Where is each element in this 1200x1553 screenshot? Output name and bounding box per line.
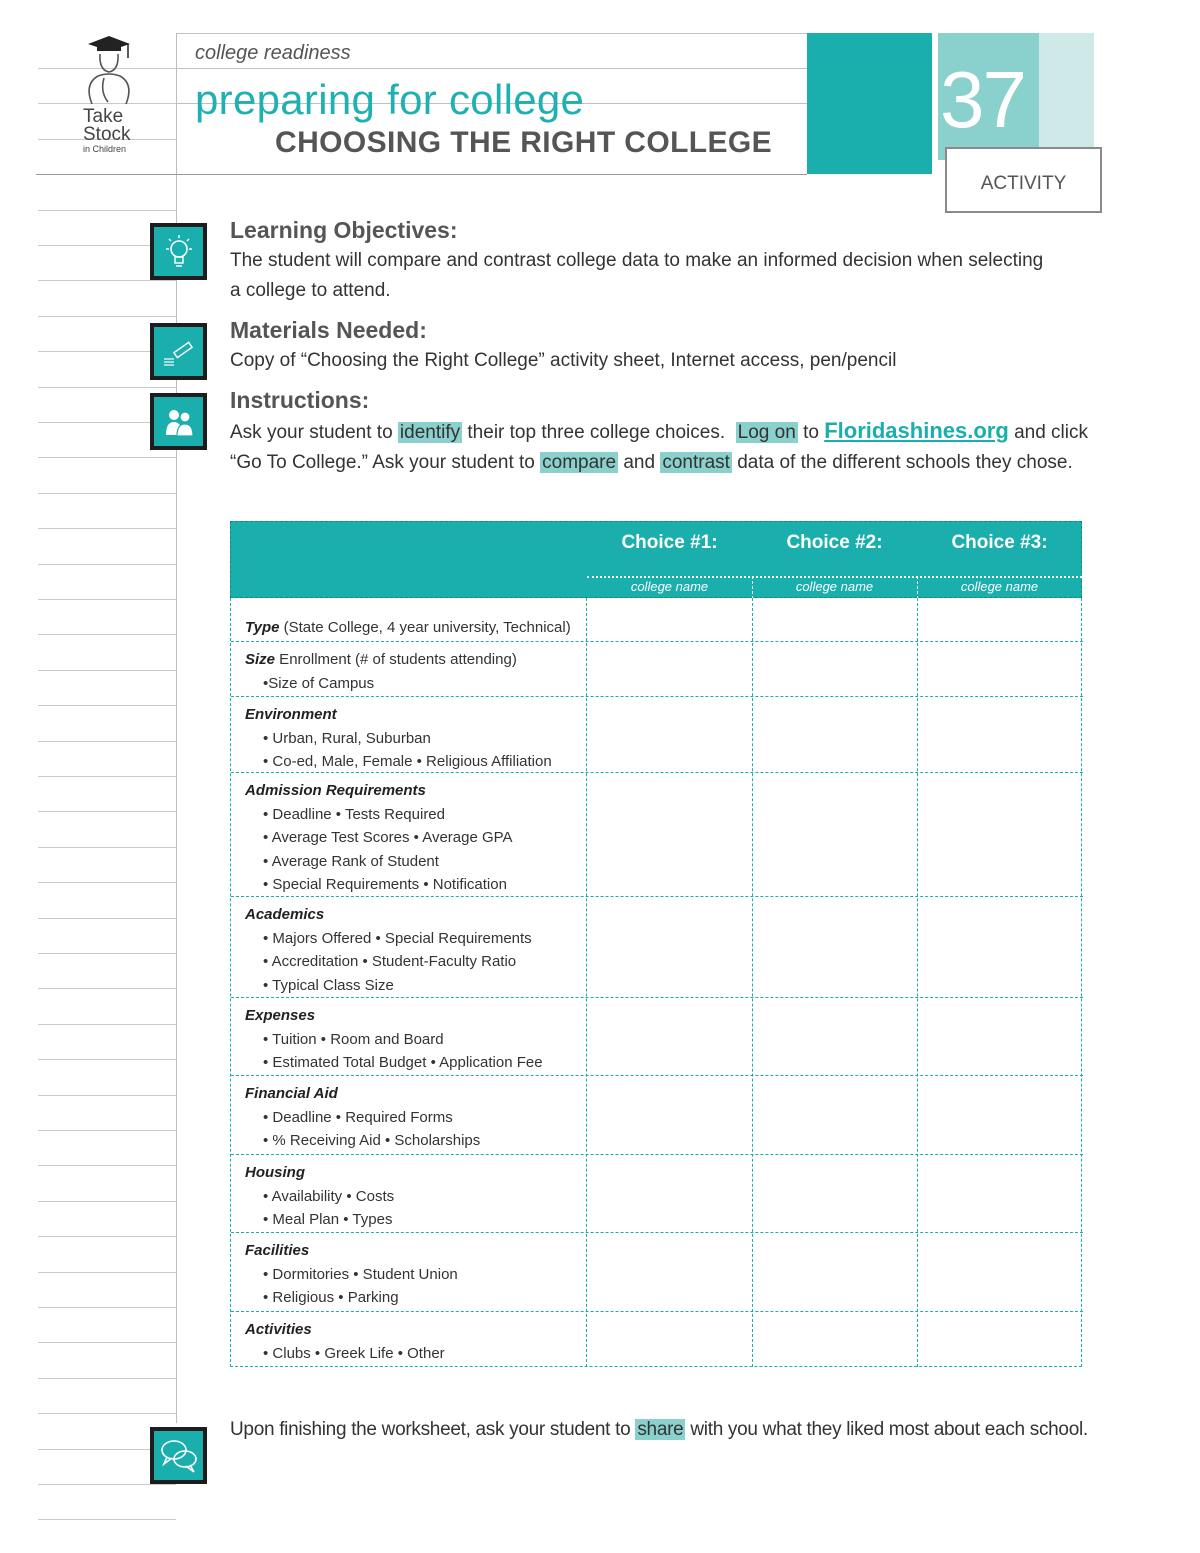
closing-part: Upon finishing the worksheet, ask your student to (230, 1419, 636, 1440)
header-accent-block (807, 33, 932, 174)
choice-3-answer-cell[interactable] (918, 1155, 1082, 1233)
choice-2-answer-cell[interactable] (753, 998, 917, 1076)
row-bullet: • Typical Class Size (263, 976, 394, 994)
row-title: Admission Requirements (245, 782, 426, 799)
choice-2-answer-cell[interactable] (753, 1076, 917, 1155)
logo-line: Take (83, 106, 124, 127)
table-row (231, 697, 1083, 773)
highlight-keyword: compare (542, 452, 617, 473)
table-row (231, 998, 1083, 1076)
row-bullet: • % Receiving Aid • Scholarships (263, 1132, 481, 1149)
choice-1-answer-cell[interactable] (587, 1076, 751, 1155)
people-icon (150, 393, 207, 450)
choice-2-answer-cell[interactable] (753, 1312, 917, 1367)
choice-2-answer-cell[interactable] (753, 1155, 917, 1233)
choice-1-answer-cell[interactable] (587, 598, 751, 642)
margin-rule (38, 1484, 176, 1485)
row-bullet: • Meal Plan • Types (263, 1211, 393, 1228)
speech-bubbles-icon (150, 1427, 207, 1484)
college-name-line (587, 576, 1082, 578)
margin-rule (38, 1095, 176, 1096)
row-bullet: • Average Rank of Student (263, 852, 439, 870)
materials-text: Copy of “Choosing the Right College” activity sheet, Internet access, pen/pencil (230, 350, 897, 371)
row-label (245, 648, 517, 695)
margin-rule (38, 599, 176, 600)
row-label (245, 1161, 394, 1232)
choice-1-answer-cell[interactable] (587, 897, 751, 998)
row-bullet: • Deadline • Required Forms (263, 1108, 453, 1126)
table-row (231, 1233, 1083, 1312)
row-bullet: • Availability • Costs (263, 1187, 395, 1205)
margin-rule (38, 918, 176, 919)
row-label (245, 703, 552, 774)
choice-3-answer-cell[interactable] (918, 697, 1082, 773)
choice-2-answer-cell[interactable] (753, 642, 917, 697)
row-bullet: • Urban, Rural, Suburban (263, 729, 431, 747)
margin-rule (38, 953, 176, 954)
highlight-keyword: contrast (662, 452, 730, 473)
materials-heading: Materials Needed: (230, 317, 427, 343)
margin-rule (38, 1130, 176, 1131)
page-subtitle: CHOOSING THE RIGHT COLLEGE (275, 126, 773, 159)
table-row (231, 642, 1083, 697)
choice-2-answer-cell[interactable] (753, 697, 917, 773)
row-label (245, 1239, 458, 1310)
row-bullet: • Special Requirements • Notification (263, 876, 507, 893)
logo-text (83, 108, 131, 154)
page-title: preparing for college (195, 76, 585, 123)
row-label (245, 616, 571, 640)
row-title: Environment (245, 706, 337, 723)
highlight-keyword: identify (399, 422, 461, 443)
row-title: Expenses (245, 1007, 316, 1024)
college-name-label: college name (795, 579, 874, 594)
margin-rule (38, 1378, 176, 1379)
lightbulb-icon (150, 223, 207, 280)
row-bullet: • Estimated Total Budget • Application Fee (263, 1054, 543, 1071)
row-bullet: • Accreditation • Student-Faculty Ratio (263, 953, 517, 970)
instr-text: data of the different schools they chose. (731, 452, 1073, 473)
choice-1-heading: Choice #1: (621, 532, 718, 553)
header-rule (177, 68, 807, 69)
choice-3-answer-cell[interactable] (918, 598, 1082, 642)
row-bullet: • Average Test Scores • Average GPA (263, 829, 513, 846)
instr-text: to (797, 422, 825, 443)
row-description: (State College, 4 year university, Technical) (279, 619, 571, 636)
row-description: Enrollment (# of students attending) (275, 651, 517, 668)
margin-rule (38, 1272, 176, 1273)
highlight-keyword: share (637, 1419, 684, 1440)
objectives-heading: Learning Objectives: (230, 217, 458, 243)
margin-rule (38, 882, 176, 883)
row-title: Housing (245, 1164, 305, 1181)
choice-3-heading: Choice #3: (951, 532, 1048, 553)
choice-3-answer-cell[interactable] (918, 642, 1082, 697)
table-header (230, 521, 1082, 598)
logo-line: in Children (83, 144, 127, 154)
margin-rule (38, 847, 176, 848)
margin-rule (38, 1307, 176, 1308)
instr-text: and click (1008, 422, 1088, 443)
choice-2-heading: Choice #2: (786, 532, 883, 553)
row-title: Size (245, 651, 276, 668)
row-title: Financial Aid (245, 1085, 338, 1102)
choice-2-answer-cell[interactable] (753, 1233, 917, 1312)
activity-badge (945, 147, 1102, 213)
margin-rule (38, 988, 176, 989)
margin-rule (38, 210, 176, 211)
margin-rule (38, 1165, 176, 1166)
table-row (231, 598, 1083, 642)
activity-number: 37 (940, 55, 1025, 144)
college-name-label: college name (630, 579, 709, 594)
margin-rule (38, 280, 176, 281)
header-accent-block (1038, 33, 1094, 160)
table-row (231, 1155, 1083, 1233)
table-row (231, 1076, 1083, 1155)
row-bullet: • Religious • Parking (263, 1289, 399, 1306)
row-label (245, 1082, 480, 1153)
choice-3-answer-cell[interactable] (918, 1076, 1082, 1155)
choice-2-answer-cell[interactable] (753, 598, 917, 642)
margin-rule (38, 705, 176, 706)
choice-1-answer-cell[interactable] (587, 697, 751, 773)
instr-text: their top three college choices. (462, 422, 736, 443)
row-bullet: • Tuition • Room and Board (263, 1030, 444, 1048)
margin-rule (38, 1059, 176, 1060)
choice-3-answer-cell[interactable] (918, 897, 1082, 998)
objectives-line: The student will compare and contrast college data to make an informed decision when selecting (230, 250, 1044, 271)
table-row (231, 773, 1083, 897)
college-comparison-table (230, 521, 1082, 1367)
choice-1-answer-cell[interactable] (587, 1312, 751, 1367)
instructions-heading: Instructions: (230, 387, 370, 413)
section-kicker: college readiness (195, 42, 351, 64)
instr-text: and (618, 452, 661, 473)
row-bullet: • Deadline • Tests Required (263, 805, 445, 823)
choice-3-answer-cell[interactable] (918, 998, 1082, 1076)
row-bullet: •Size of Campus (263, 674, 375, 692)
row-label (245, 903, 532, 997)
instr-text: “Go To College.” Ask your student to (230, 452, 541, 473)
choice-3-answer-cell[interactable] (918, 773, 1082, 897)
margin-rule (38, 776, 176, 777)
row-title: Type (245, 619, 280, 636)
choice-2-answer-cell[interactable] (753, 773, 917, 897)
table-row (231, 1312, 1083, 1367)
margin-rule (38, 387, 176, 388)
header-rule (36, 174, 807, 175)
college-name-label: college name (960, 579, 1039, 594)
row-label (245, 779, 513, 897)
row-label (245, 1004, 543, 1075)
margin-rule (38, 528, 176, 529)
margin-rule (38, 670, 176, 671)
choice-1-answer-cell[interactable] (587, 773, 751, 897)
instructions-text (230, 416, 1088, 478)
row-title: Facilities (245, 1242, 310, 1259)
choice-3-answer-cell[interactable] (918, 1312, 1082, 1367)
objectives-text (230, 246, 1043, 306)
margin-rule (38, 316, 176, 317)
choice-1-answer-cell[interactable] (587, 998, 751, 1076)
margin-rule (38, 1342, 176, 1343)
row-bullet: • Majors Offered • Special Requirements (263, 929, 532, 947)
row-bullet: • Co-ed, Male, Female • Religious Affiliation (263, 753, 552, 770)
instr-text: Ask your student to (230, 422, 398, 443)
row-label (245, 1318, 445, 1365)
highlight-keyword: Log on (737, 422, 796, 443)
closing-part: with you what they liked most about each school. (685, 1419, 1088, 1440)
margin-rule (38, 1236, 176, 1237)
pencil-icon (150, 323, 207, 380)
header-rule (177, 33, 807, 34)
margin-rule (38, 1519, 176, 1520)
table-row (231, 897, 1083, 998)
margin-rule (38, 1413, 176, 1414)
row-bullet: • Clubs • Greek Life • Other (263, 1344, 445, 1362)
table-body (230, 598, 1082, 1367)
floridashines-link[interactable]: Floridashines.org (824, 418, 1009, 443)
logo-line: Stock (83, 124, 131, 145)
margin-rule (38, 457, 176, 458)
choice-2-answer-cell[interactable] (753, 897, 917, 998)
margin-rule (38, 493, 176, 494)
margin-rule (38, 1024, 176, 1025)
objectives-line: a college to attend. (230, 280, 391, 301)
choice-1-answer-cell[interactable] (587, 1233, 751, 1312)
choice-3-answer-cell[interactable] (918, 1233, 1082, 1312)
activity-label: ACTIVITY (980, 173, 1067, 194)
margin-rule (38, 1201, 176, 1202)
row-title: Activities (245, 1321, 312, 1338)
margin-rule (38, 811, 176, 812)
row-title: Academics (245, 906, 325, 923)
choice-1-answer-cell[interactable] (587, 642, 751, 697)
margin-rule (38, 634, 176, 635)
margin-rule (38, 741, 176, 742)
closing-text (230, 1419, 1088, 1441)
row-bullet: • Dormitories • Student Union (263, 1265, 458, 1283)
margin-rule (38, 564, 176, 565)
choice-1-answer-cell[interactable] (587, 1155, 751, 1233)
